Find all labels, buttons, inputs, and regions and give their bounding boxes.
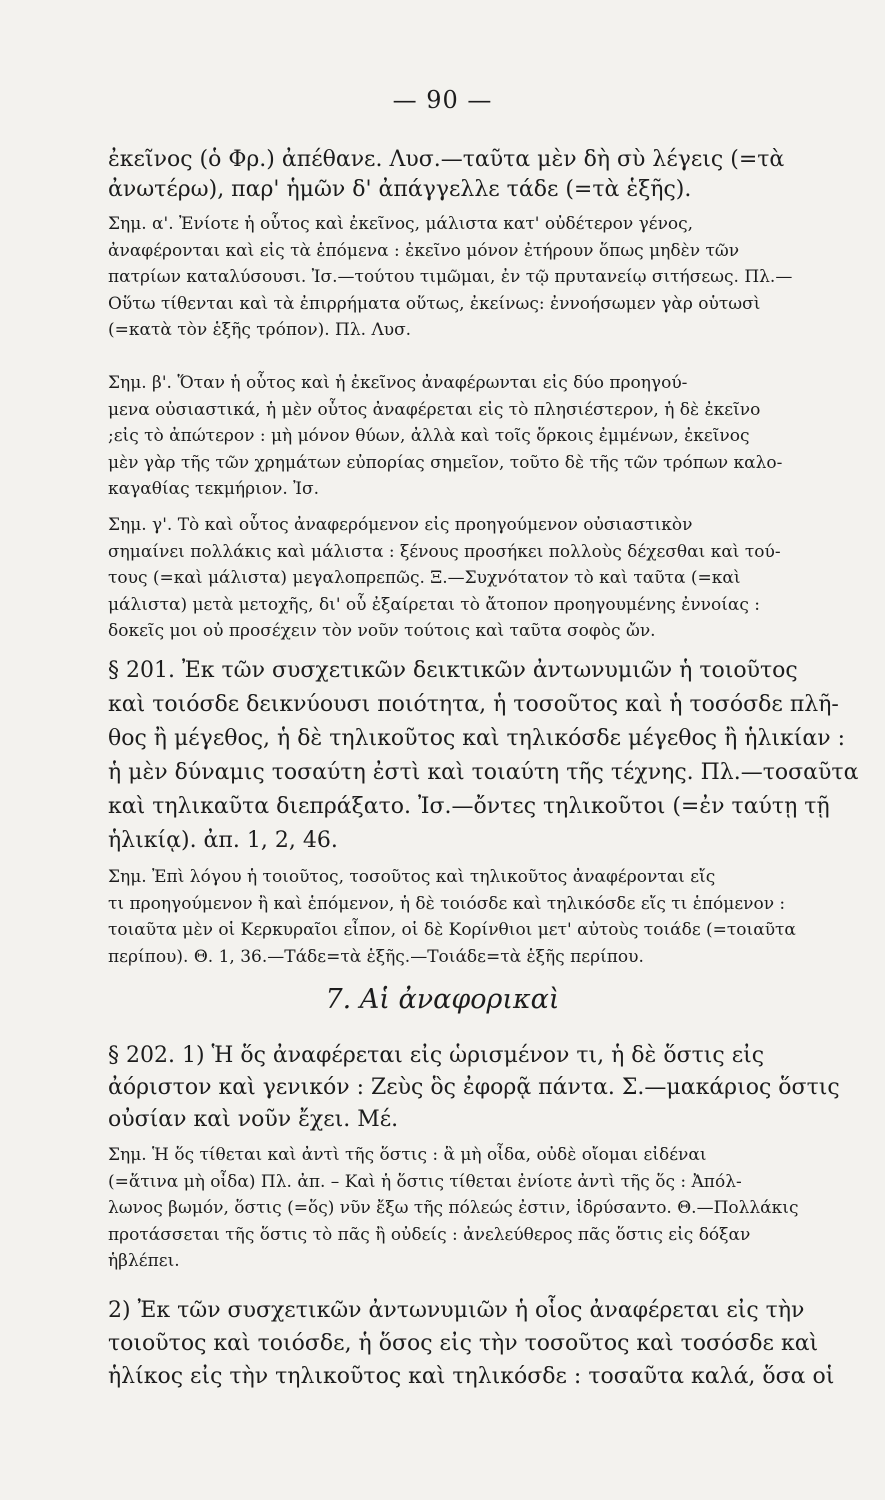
note-line: ;εἰς τὸ ἀπώτερον : μὴ μόνον θύων, ἀλλὰ καὶ τοῖς ὅρκοις ἐμμένων, ἐκεῖνος — [108, 426, 750, 446]
note-beta — [108, 370, 872, 503]
note-line: δοκεῖς μοι οὐ προσέχειν τὸν νοῦν τούτοις καὶ ταῦτα σοφὸς ὤν. — [108, 621, 656, 641]
section-heading: 7. Αἱ ἀναφορικαὶ — [325, 984, 560, 1015]
note-line: τι προηγούμενον ἢ καὶ ἑπόμενον, ἡ δὲ τοιόσδε καὶ τηλικόσδε εἴς τι ἑπόμενον : — [108, 893, 786, 914]
note-line: σημαίνει πολλάκις καὶ μάλιστα : ξένους προσήκει πολλοὺς δέχεσθαι καὶ τού- — [108, 541, 781, 562]
text-line: οὐσίαν καὶ νοῦν ἔχει. Μέ. — [108, 1107, 399, 1132]
note-line: ἡβλέπει. — [108, 1251, 180, 1271]
section-202-part-2 — [108, 1294, 872, 1393]
text-line: καὶ τηλικαῦτα διεπράξατο. Ἰσ.—ὄντες τηλικοῦτοι (=ἐν ταύτῃ τῇ — [108, 794, 830, 819]
note-line: Σημ. Ἐπὶ λόγου ἡ τοιοῦτος, τοσοῦτος καὶ τηλικοῦτος ἀναφέρονται εἴς — [108, 867, 716, 887]
note-line: Σημ. β'. Ὅταν ἡ οὗτος καὶ ἡ ἐκεῖνος ἀναφέρωνται εἰς δύο προηγού- — [108, 373, 688, 393]
text-line: ἀνωτέρω), παρ' ἡμῶν δ' ἀπάγγελλε τάδε (=τὰ ἑξῆς). — [108, 177, 692, 202]
section-201 — [108, 654, 872, 858]
note-line: μενα οὐσιαστικά, ἡ μὲν οὗτος ἀναφέρεται εἰς τὸ πλησιέστερον, ἡ δὲ ἐκεῖνο — [108, 399, 761, 420]
text-line: ἐκεῖνος (ὁ Φρ.) ἀπέθανε. Λυσ.—ταῦτα μὲν δὴ σὺ λέγεις (=τὰ — [108, 147, 785, 172]
note-line: μὲν γὰρ τῆς τῶν χρημάτων εὐπορίας σημεῖον, τοῦτο δὲ τῆς τῶν τρόπων καλο- — [108, 452, 783, 473]
note-line: καγαθίας τεκμήριον. Ἰσ. — [108, 479, 320, 499]
note-line: Σημ. Ἡ ὅς τίθεται καὶ ἀντὶ τῆς ὅστις : ἃ μὴ οἶδα, οὐδὲ οἴομαι εἰδέναι — [108, 1145, 707, 1165]
text-line: ἡ μὲν δύναμις τοσαύτη ἐστὶ καὶ τοιαύτη τῆς τέχνης. Πλ.—τοσαῦτα — [108, 760, 859, 785]
note-line: λωνος βωμόν, ὅστις (=ὅς) νῦν ἔξω τῆς πόλεώς ἐστιν, ἱδρύσαντο. Θ.—Πολλάκις — [108, 1198, 799, 1218]
note-line: (=κατὰ τὸν ἑξῆς τρόπον). Πλ. Λυσ. — [108, 320, 412, 340]
text-line: θος ἢ μέγεθος, ἡ δὲ τηλικοῦτος καὶ τηλικόσδε μέγεθος ἢ ἡλικίαν : — [108, 726, 846, 751]
note-line: προτάσσεται τῆς ὅστις τὸ πᾶς ἢ οὐδείς : ἀνελεύθερος πᾶς ὅστις εἰς δόξαν — [108, 1224, 751, 1245]
note-line: Σημ. α'. Ἐνίοτε ἡ οὗτος καὶ ἐκεῖνος, μάλιστα κατ' οὐδέτερον γένος, — [108, 214, 694, 234]
text-line: 2) Ἐκ τῶν συσχετικῶν ἀντωνυμιῶν ἡ οἷος ἀναφέρεται εἰς τὴν — [108, 1298, 805, 1323]
text-line: § 202. 1) Ἡ ὅς ἀναφέρεται εἰς ὡρισμένον τι, ἡ δὲ ὅστις εἰς — [108, 1043, 765, 1068]
note-line: τους (=καὶ μάλιστα) μεγαλοπρεπῶς. Ξ.—Συχνότατον τὸ καὶ ταῦτα (=καὶ — [108, 568, 741, 588]
text-line: ἡλίκος εἰς τὴν τηλικοῦτος καὶ τηλικόσδε : τοσαῦτα καλά, ὅσα οἱ — [108, 1364, 835, 1389]
text-line: ἀόριστον καὶ γενικόν : Ζεὺς ὃς ἐφορᾷ πάντα. Σ.—μακάριος ὅστις — [108, 1075, 840, 1100]
text-line: § 201. Ἐκ τῶν συσχετικῶν δεικτικῶν ἀντωνυμιῶν ἡ τοιοῦτος — [108, 658, 798, 683]
note-alpha — [108, 211, 872, 344]
note-line: μάλιστα) μετὰ μετοχῆς, δι' οὗ ἐξαίρεται τὸ ἄτοπον προηγουμένης ἐννοίας : — [108, 594, 761, 615]
note-201 — [108, 864, 872, 970]
note-gamma — [108, 512, 872, 645]
text-line: καὶ τοιόσδε δεικνύουσι ποιότητα, ἡ τοσοῦτος καὶ ἡ τοσόσδε πλῆ- — [108, 692, 839, 717]
note-line: Οὕτω τίθενται καὶ τὰ ἐπιρρήματα οὕτως, ἐκείνως: ἐννοήσωμεν γὰρ οὑτωσὶ — [108, 293, 761, 314]
note-line: περίπου). Θ. 1, 36.—Τάδε=τὰ ἑξῆς.—Τοιάδε=τὰ ἑξῆς περίπου. — [108, 946, 644, 967]
page-number: — 90 — — [392, 86, 493, 114]
text-line: τοιοῦτος καὶ τοιόσδε, ἡ ὅσος εἰς τὴν τοσοῦτος καὶ τοσόσδε καὶ — [108, 1331, 819, 1356]
text-line: ἡλικίᾳ). ἀπ. 1, 2, 46. — [108, 828, 338, 853]
section-202 — [108, 1040, 872, 1136]
note-line: (=ἅτινα μὴ οἶδα) Πλ. ἀπ. – Καὶ ἡ ὅστις τίθεται ἐνίοτε ἀντὶ τῆς ὅς : Ἀπόλ- — [108, 1171, 742, 1192]
note-line: Σημ. γ'. Τὸ καὶ οὗτος ἀναφερόμενον εἰς προηγούμενον οὐσιαστικὸν — [108, 515, 693, 535]
paragraph-continuation — [108, 145, 872, 205]
note-202 — [108, 1142, 872, 1275]
note-line: πατρίων καταλύσουσι. Ἰσ.—τούτου τιμῶμαι, ἐν τῷ πρυτανείῳ σιτήσεως. Πλ.— — [108, 267, 793, 287]
note-line: τοιαῦτα μὲν οἱ Κερκυραῖοι εἶπον, οἱ δὲ Κορίνθιοι μετ' αὐτοὺς τοιάδε (=τοιαῦτα — [108, 920, 796, 940]
note-line: ἀναφέρονται καὶ εἰς τὰ ἑπόμενα : ἐκεῖνο μόνον ἐτήρουν ὅπως μηδὲν τῶν — [108, 240, 740, 261]
